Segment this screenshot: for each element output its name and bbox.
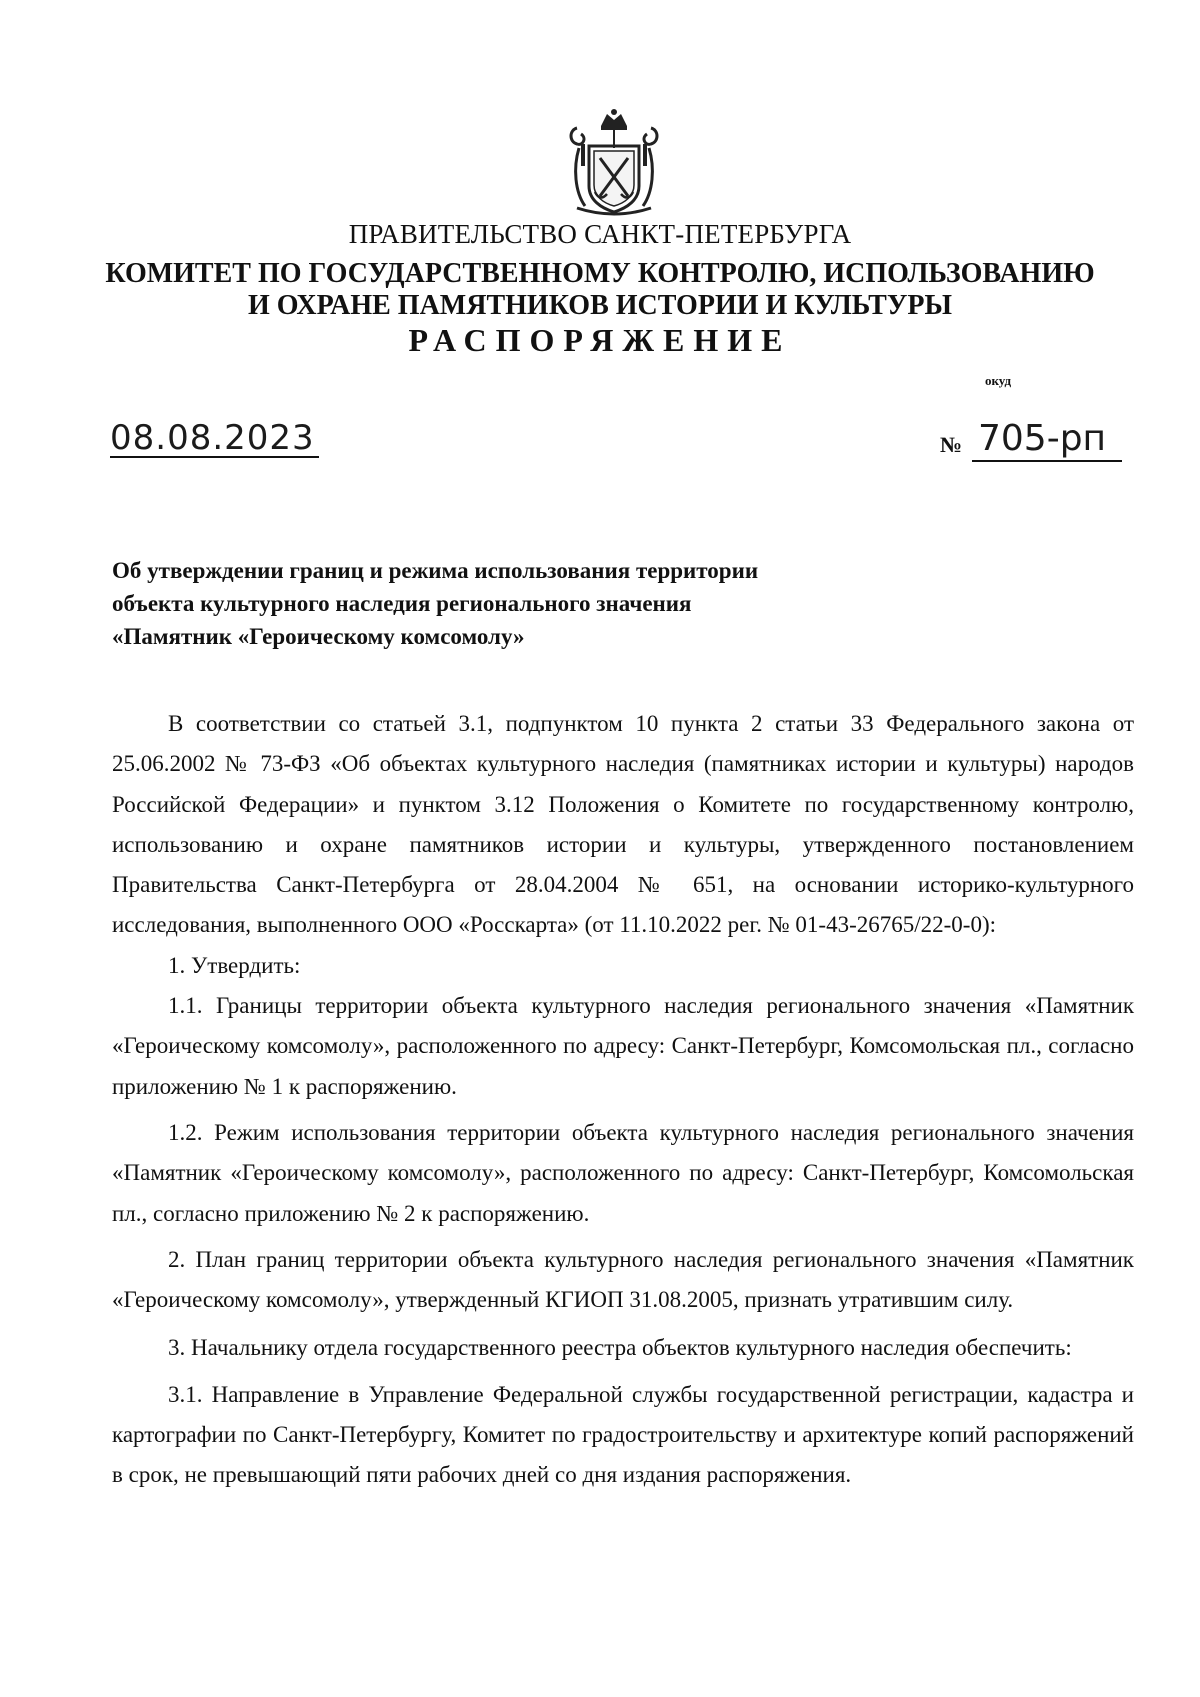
- government-title: ПРАВИТЕЛЬСТВО САНКТ-ПЕТЕРБУРГА: [348, 219, 852, 249]
- document-subject: [112, 554, 872, 653]
- item-3: 3. Начальнику отдела государственного реестра объектов культурного наследия обеспечить:: [168, 1335, 1072, 1361]
- document-type-title: РАСПОРЯЖЕНИЕ: [408, 322, 792, 358]
- item-1-2: 1.2. Режим использования территории объекта культурного наследия регионального значения «Памятник «Героическому комсомолу», расположенного по адресу: Санкт-Петербург, Комсомольская пл., согласно приложению № 2 к распоряжению.: [112, 1119, 1134, 1226]
- coat-of-arms-icon: [567, 108, 661, 218]
- item-1: 1. Утвердить:: [168, 952, 301, 978]
- item-3-1: 3.1. Направление в Управление Федеральной службы государственной регистрации, кадастра и картографии по Санкт-Петербургу, Комитет по градостроительству и архитектуре копий распоряжений в срок, не превышающий пяти рабочих дней со дня издания распоряжения.: [112, 1381, 1134, 1488]
- number-sign: №: [940, 432, 963, 457]
- committee-name: [0, 258, 1200, 322]
- number-underline: [972, 460, 1122, 462]
- committee-name-line-1: КОМИТЕТ ПО ГОСУДАРСТВЕННОМУ КОНТРОЛЮ, ИСПОЛЬЗОВАНИЮ: [105, 258, 1095, 289]
- okud-label: окуд: [985, 373, 1012, 388]
- item-2: 2. План границ территории объекта культурного наследия регионального значения «Памятник «Героическому комсомолу», утвержденный КГИОП 31.08.2005, признать утратившим силу.: [112, 1246, 1134, 1313]
- preamble-paragraph: В соответствии со статьей 3.1, подпунктом 10 пункта 2 статьи 33 Федерального закона от 25.06.2002 № 73-ФЗ «Об объектах культурного наследия (памятниках истории и культуры) народов Российской Федерации» и пунктом 3.12 Положения о Комитете по государственному контролю, использованию и охране памятников истории и культуры, утвержденного постановлением Правительства Санкт-Петербурга от 28.04.2004 № 651, на основании историко-культурного исследования, выполненного ООО «Росскарта» (от 11.10.2022 рег. № 01-43-26765/22-0-0):: [112, 711, 1134, 938]
- subject-line-2: объекта культурного наследия регионального значения: [112, 591, 692, 616]
- committee-name-line-2: И ОХРАНЕ ПАМЯТНИКОВ ИСТОРИИ И КУЛЬТУРЫ: [248, 290, 952, 321]
- document-date: 08.08.2023: [110, 420, 319, 458]
- document-number: [940, 418, 1125, 462]
- subject-line-3: «Памятник «Героическому комсомолу»: [112, 624, 525, 649]
- number-value: 705-рп: [978, 418, 1107, 459]
- item-1-1: 1.1. Границы территории объекта культурного наследия регионального значения «Памятник «Героическому комсомолу», расположенного по адресу: Санкт-Петербург, Комсомольская пл., согласно приложению № 1 к распоряжению.: [112, 993, 1134, 1099]
- document-body: [112, 704, 1134, 1496]
- subject-line-1: Об утверждении границ и режима использования территории: [112, 558, 759, 583]
